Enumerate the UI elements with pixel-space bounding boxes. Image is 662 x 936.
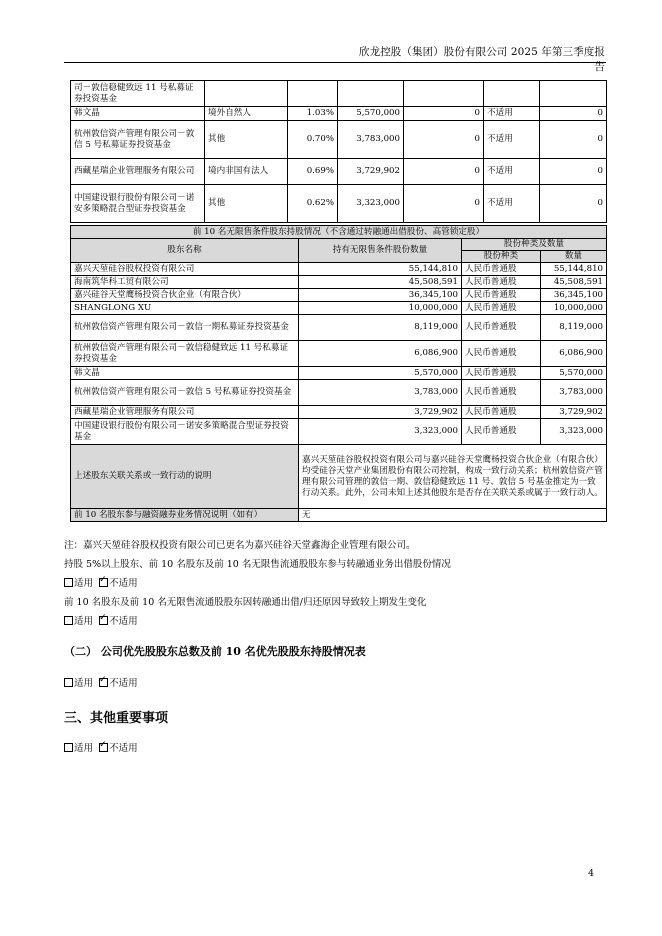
rename-note: 注：嘉兴天堃硅谷股权投资有限公司已更名为嘉兴硅谷天堂鑫海企业管理有限公司。 (64, 540, 416, 551)
lending-options (64, 575, 138, 589)
share-type-cell: 人民币普通股 (462, 289, 541, 302)
shares-cell: 3,729,902 (338, 159, 404, 185)
shareholder-nature-cell: 其他 (205, 121, 288, 159)
status-cell: 不适用 (484, 121, 540, 159)
shares-cell: 3,323,000 (338, 185, 404, 223)
shares-cell: 3,783,000 (299, 380, 462, 406)
col-header-type: 股份种类 (462, 251, 541, 263)
shares-cell: 3,323,000 (299, 419, 462, 445)
shares-cell: 10,000,000 (299, 302, 462, 315)
shareholder-nature-cell (205, 81, 288, 107)
change-title: 前 10 名股东及前 10 名无限售流通股股东因转融通出借/归还原因导致较上期发生变化 (64, 597, 427, 608)
shareholder-nature-cell: 境内非国有法人 (205, 159, 288, 185)
section-three-heading: 三、其他重要事项 (64, 711, 169, 726)
col-header-name: 股东名称 (71, 239, 299, 263)
shareholder-name-cell: 中国建设银行股份有限公司－诺安多策略混合型证券投资基金 (71, 185, 205, 223)
pledge-cell: 0 (540, 185, 607, 223)
shareholder-name-cell: 韩文晶 (71, 367, 299, 380)
shareholder-name-cell: 海南筑华科工贸有限公司 (71, 276, 299, 289)
qty-cell: 3,323,000 (541, 419, 607, 445)
shareholder-name-cell: 嘉兴硅谷天堂鹰杨投资合伙企业（有限合伙） (71, 289, 299, 302)
col-header-shares: 持有无限售条件股份数量 (299, 239, 462, 263)
unrestricted-section-title: 前 10 名无限售条件股东持股情况（不含通过转融通出借股份、高管锁定股） (71, 226, 607, 239)
shares-cell: 5,570,000 (338, 107, 404, 121)
col-header-qty: 数量 (541, 251, 607, 263)
table-row (71, 289, 607, 302)
col-header-type-group: 股份种类及数量 (462, 239, 607, 251)
page-header: 欣龙控股（集团）股份有限公司 2025 年第三季度报告 (359, 46, 605, 73)
share-type-cell: 人民币普通股 (462, 367, 541, 380)
shareholder-name-cell: 司－敦信稳健致远 11 号私募证券投资基金 (71, 81, 205, 107)
share-type-cell: 人民币普通股 (462, 380, 541, 406)
shareholder-name-cell: 韩文晶 (71, 107, 205, 121)
option-not-applicable: 不适用 (109, 678, 138, 689)
unchecked-box-icon (64, 578, 73, 587)
shareholder-name-cell: 西藏星瑞企业管理服务有限公司 (71, 159, 205, 185)
share-type-cell: 人民币普通股 (462, 315, 541, 341)
share-type-cell: 人民币普通股 (462, 263, 541, 276)
table-row (71, 159, 607, 185)
margin-label-cell: 前 10 名股东参与融资融券业务情况说明（如有） (71, 509, 299, 522)
qty-cell: 5,570,000 (541, 367, 607, 380)
qty-cell: 45,508,591 (541, 276, 607, 289)
ratio-cell: 0.70% (288, 121, 338, 159)
pledge-cell: 0 (540, 159, 607, 185)
checked-box-icon (99, 616, 108, 625)
status-cell: 不适用 (484, 107, 540, 121)
table-row (71, 81, 607, 107)
restricted-cell: 0 (404, 121, 484, 159)
shares-cell: 8,119,000 (299, 315, 462, 341)
relation-text-cell: 嘉兴天堃硅谷股权投资有限公司与嘉兴硅谷天堂鹰杨投资合伙企业（有限合伙）均受硅谷天堂产业集团股份有限公司控制，构成一致行动关系；杭州敦信资产管理有限公司管理的敦信一期、敦信稳健致远 11 号、敦信 5 号基金推定为一致行动关系。此外，公司未知上述其他股东是否存在关联关系或属于一致行动人。 (299, 445, 607, 509)
shares-cell: 36,345,100 (299, 289, 462, 302)
section-two-heading: （二） 公司优先股股东总数及前 10 名优先股股东持股情况表 (64, 645, 366, 658)
page-number: 4 (588, 868, 595, 879)
header-rule (64, 62, 606, 63)
shareholder-name-cell: 杭州敦信资产管理有限公司－敦信 5 号私募证券投资基金 (71, 121, 205, 159)
qty-cell: 55,144,810 (541, 263, 607, 276)
shareholder-name-cell: 嘉兴天堃硅谷股权投资有限公司 (71, 263, 299, 276)
pledge-cell: 0 (540, 107, 607, 121)
table-row (71, 121, 607, 159)
shareholder-name-cell: 中国建设银行股份有限公司－诺安多策略混合型证券投资基金 (71, 419, 299, 445)
option-not-applicable: 不适用 (109, 616, 138, 627)
qty-cell: 3,783,000 (541, 380, 607, 406)
option-applicable: 适用 (74, 678, 94, 689)
table-row (71, 406, 607, 419)
table-row (71, 263, 607, 276)
shareholder-name-cell: 杭州敦信资产管理有限公司－敦信一期私募证券投资基金 (71, 315, 299, 341)
table-row (71, 302, 607, 315)
lending-title: 持股 5%以上股东、前 10 名股东及前 10 名无限售流通股股东参与转融通业务出借股份情况 (64, 559, 451, 570)
ratio-cell: 0.69% (288, 159, 338, 185)
section-three-options (64, 740, 138, 754)
change-options (64, 613, 138, 627)
table-row (71, 367, 607, 380)
unchecked-box-icon (64, 678, 73, 687)
shareholder-name-cell: 杭州敦信资产管理有限公司－敦信 5 号私募证券投资基金 (71, 380, 299, 406)
shareholder-nature-cell: 境外自然人 (205, 107, 288, 121)
option-applicable: 适用 (74, 616, 94, 627)
shares-cell: 5,570,000 (299, 367, 462, 380)
share-type-cell: 人民币普通股 (462, 419, 541, 445)
table-row (71, 185, 607, 223)
qty-cell: 6,086,900 (541, 341, 607, 367)
table-row (71, 315, 607, 341)
option-applicable: 适用 (74, 578, 94, 589)
shares-cell: 55,144,810 (299, 263, 462, 276)
shares-cell: 3,783,000 (338, 121, 404, 159)
share-type-cell: 人民币普通股 (462, 406, 541, 419)
top10-shareholders-table-tail (70, 80, 607, 223)
margin-text-cell: 无 (299, 509, 607, 522)
table-row (71, 276, 607, 289)
option-applicable: 适用 (74, 743, 94, 754)
section-two-options (64, 675, 138, 689)
shareholder-name-cell: 西藏星瑞企业管理服务有限公司 (71, 406, 299, 419)
table-row (71, 107, 607, 121)
unrestricted-shareholders-table (70, 225, 607, 522)
share-type-cell: 人民币普通股 (462, 302, 541, 315)
restricted-cell: 0 (404, 185, 484, 223)
status-cell: 不适用 (484, 185, 540, 223)
shareholder-name-cell: SHANGLONG XU (71, 302, 299, 315)
shares-cell: 6,086,900 (299, 341, 462, 367)
option-not-applicable: 不适用 (109, 578, 138, 589)
shareholder-nature-cell: 其他 (205, 185, 288, 223)
unchecked-box-icon (64, 616, 73, 625)
option-not-applicable: 不适用 (109, 743, 138, 754)
relation-label-cell: 上述股东关联关系或一致行动的说明 (71, 445, 299, 509)
ratio-cell: 0.62% (288, 185, 338, 223)
table-row (71, 380, 607, 406)
pledge-cell: 0 (540, 121, 607, 159)
restricted-cell: 0 (404, 159, 484, 185)
qty-cell: 3,729,902 (541, 406, 607, 419)
qty-cell: 36,345,100 (541, 289, 607, 302)
share-type-cell: 人民币普通股 (462, 276, 541, 289)
status-cell: 不适用 (484, 159, 540, 185)
restricted-cell: 0 (404, 107, 484, 121)
table-row (71, 419, 607, 445)
share-type-cell: 人民币普通股 (462, 341, 541, 367)
qty-cell: 10,000,000 (541, 302, 607, 315)
unchecked-box-icon (64, 743, 73, 752)
checked-box-icon (99, 743, 108, 752)
shares-cell: 3,729,902 (299, 406, 462, 419)
checked-box-icon (99, 578, 108, 587)
qty-cell: 8,119,000 (541, 315, 607, 341)
ratio-cell: 1.03% (288, 107, 338, 121)
shares-cell: 45,508,591 (299, 276, 462, 289)
shareholder-name-cell: 杭州敦信资产管理有限公司－敦信稳健致远 11 号私募证券投资基金 (71, 341, 299, 367)
table-row (71, 341, 607, 367)
checked-box-icon (99, 678, 108, 687)
